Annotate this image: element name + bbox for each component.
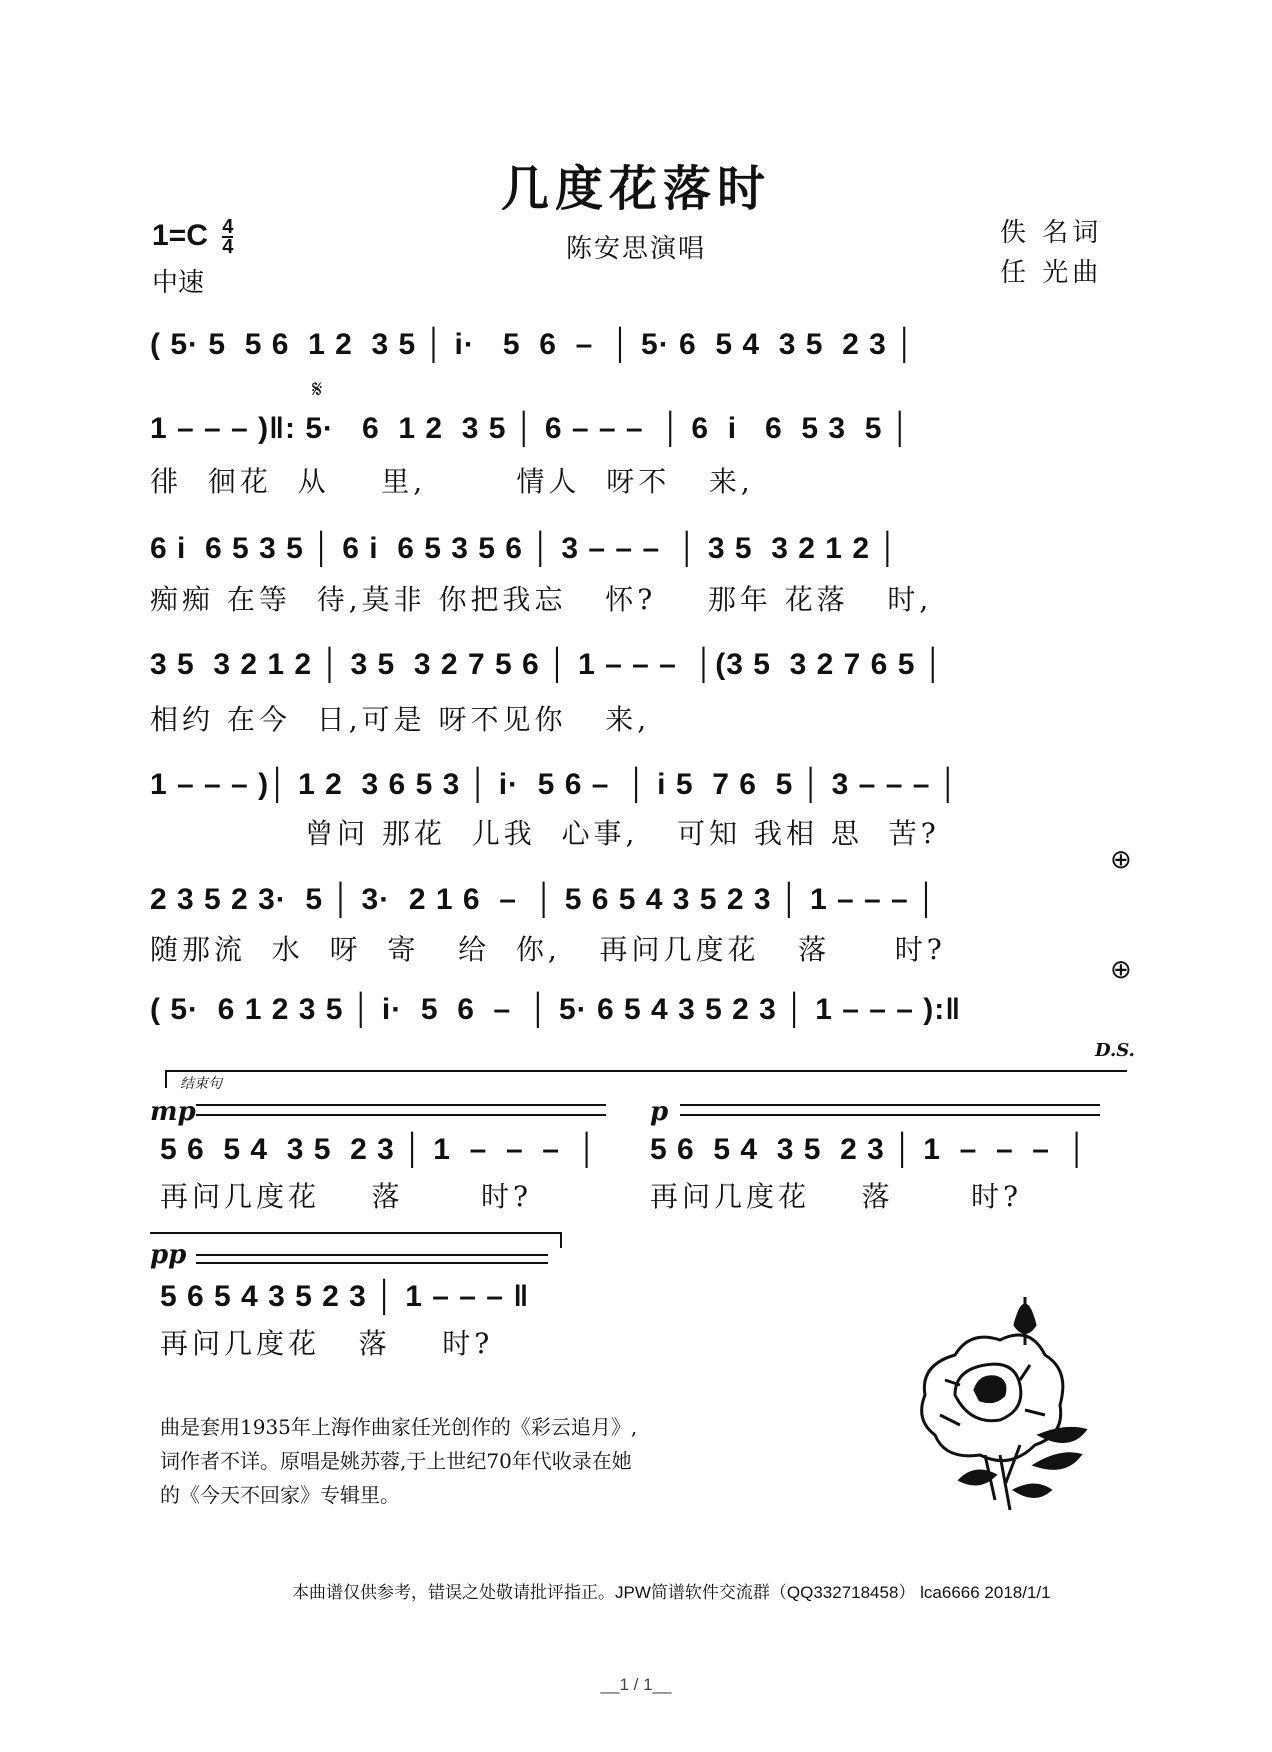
decrescendo-hairpin <box>196 1104 606 1106</box>
segno-icon: 𝄋 <box>312 375 323 403</box>
composer-credit: 任 光曲 <box>1000 258 1103 288</box>
dynamic-pp: pp <box>150 1240 187 1270</box>
notes-row-1: ( 5· 5 5 6 1 2 3 5 │ i· 5 6 – │ 5· 6 5 4 3 5 2 3 │ <box>150 328 916 361</box>
decrescendo-hairpin <box>196 1254 548 1256</box>
ending-label: 结束句 <box>180 1076 222 1092</box>
notes-row-5: 1 – – – )│ 1 2 3 6 5 3 │ i· 5 6 – │ i 5 7 6 5 │ 3 – – – │ <box>150 768 960 801</box>
ending-notes-2: 5 6 5 4 3 5 2 3 │ 1 – – – │ <box>650 1133 1089 1166</box>
lyrics-row-4: 相约 在今 日,可是 呀不见你 来, <box>150 703 651 736</box>
ending-lyrics-3: 再问几度花 落 时? <box>160 1327 494 1360</box>
pp-bracket <box>150 1232 562 1248</box>
song-notes <box>160 1410 637 1512</box>
lyrics-row-3: 痴痴 在等 待,莫非 你把我忘 怀? 那年 花落 时, <box>150 583 933 616</box>
ending-notes-3: 5 6 5 4 3 5 2 3 │ 1 – – – ‖ <box>160 1280 530 1313</box>
ending-phrase-1 <box>160 1133 598 1215</box>
notes-row-4: 3 5 3 2 1 2 │ 3 5 3 2 7 5 6 │ 1 – – – │(3 5 3 2 7 6 5 │ <box>150 648 945 681</box>
score-row-7 <box>150 993 1130 1053</box>
ending-phrase-2 <box>650 1133 1088 1215</box>
rose-illustration <box>900 1285 1100 1515</box>
notes-row-7: ( 5· 6 1 2 3 5 │ i· 5 6 – │ 5· 6 5 4 3 5 2 3 │ 1 – – – ):‖ <box>150 993 962 1026</box>
coda-icon: ⊕ <box>1110 845 1132 875</box>
rose-icon <box>900 1285 1100 1515</box>
decrescendo-hairpin <box>196 1114 606 1116</box>
tempo-marking: 中速 <box>152 268 205 298</box>
ending-phrase-3 <box>160 1280 529 1362</box>
coda-icon: ⊕ <box>1110 955 1132 985</box>
dal-segno-marking: D.S. <box>1095 1040 1135 1061</box>
time-denominator: 4 <box>222 236 234 258</box>
ending-lyrics-1: 再问几度花 落 时? <box>160 1180 533 1213</box>
time-numerator: 4 <box>222 216 234 238</box>
performer-credit: 陈安思演唱 <box>565 234 706 264</box>
ending-bracket <box>165 1070 1127 1088</box>
score-row-1 <box>150 328 1130 388</box>
song-title: 几度花落时 <box>500 161 771 217</box>
lyrics-row-6: 随那流 水 呀 寄 给 你, 再问几度花 落 时? <box>150 933 946 966</box>
dynamic-p: p <box>650 1097 669 1127</box>
notes-row-2: 1 – – – )‖: 5· 6 1 2 3 5 │ 6 – – – │ 6 i 6 5 3 5 │ <box>150 412 912 445</box>
ending-lyrics-2: 再问几度花 落 时? <box>650 1180 1023 1213</box>
page-number: __1 / 1__ <box>600 1675 672 1694</box>
song-note-line: 的《今天不回家》专辑里。 <box>160 1483 400 1507</box>
decrescendo-hairpin <box>680 1104 1100 1106</box>
notes-row-3: 6 i 6 5 3 5 │ 6 i 6 5 3 5 6 │ 3 – – – │ 3 5 3 2 1 2 │ <box>150 532 900 565</box>
lyrics-row-5: 曾问 那花 儿我 心事, 可知 我相 思 苦? <box>305 817 940 850</box>
decrescendo-hairpin <box>196 1262 548 1264</box>
song-note-line: 词作者不详。原唱是姚苏蓉,于上世纪70年代收录在她 <box>160 1449 632 1473</box>
ending-notes-1: 5 6 5 4 3 5 2 3 │ 1 – – – │ <box>160 1133 599 1166</box>
notes-row-6: 2 3 5 2 3· 5 │ 3· 2 1 6 – │ 5 6 5 4 3 5 2 3 │ 1 – – – │ <box>150 883 938 916</box>
song-note-line: 曲是套用1935年上海作曲家任光创作的《彩云追月》, <box>160 1415 638 1439</box>
dynamic-mp: mp <box>150 1097 196 1127</box>
decrescendo-hairpin <box>680 1114 1100 1116</box>
lyrics-row-2: 徘 徊花 从 里, 情人 呀不 来, <box>150 465 754 498</box>
lyricist-credit: 佚 名词 <box>1000 218 1103 248</box>
key-label: 1=C <box>152 218 208 252</box>
footer-disclaimer: 本曲谱仅供参考，错误之处敬请批评指正。JPW简谱软件交流群（QQ332718458） lca6666 2018/1/1 <box>292 1583 1051 1602</box>
